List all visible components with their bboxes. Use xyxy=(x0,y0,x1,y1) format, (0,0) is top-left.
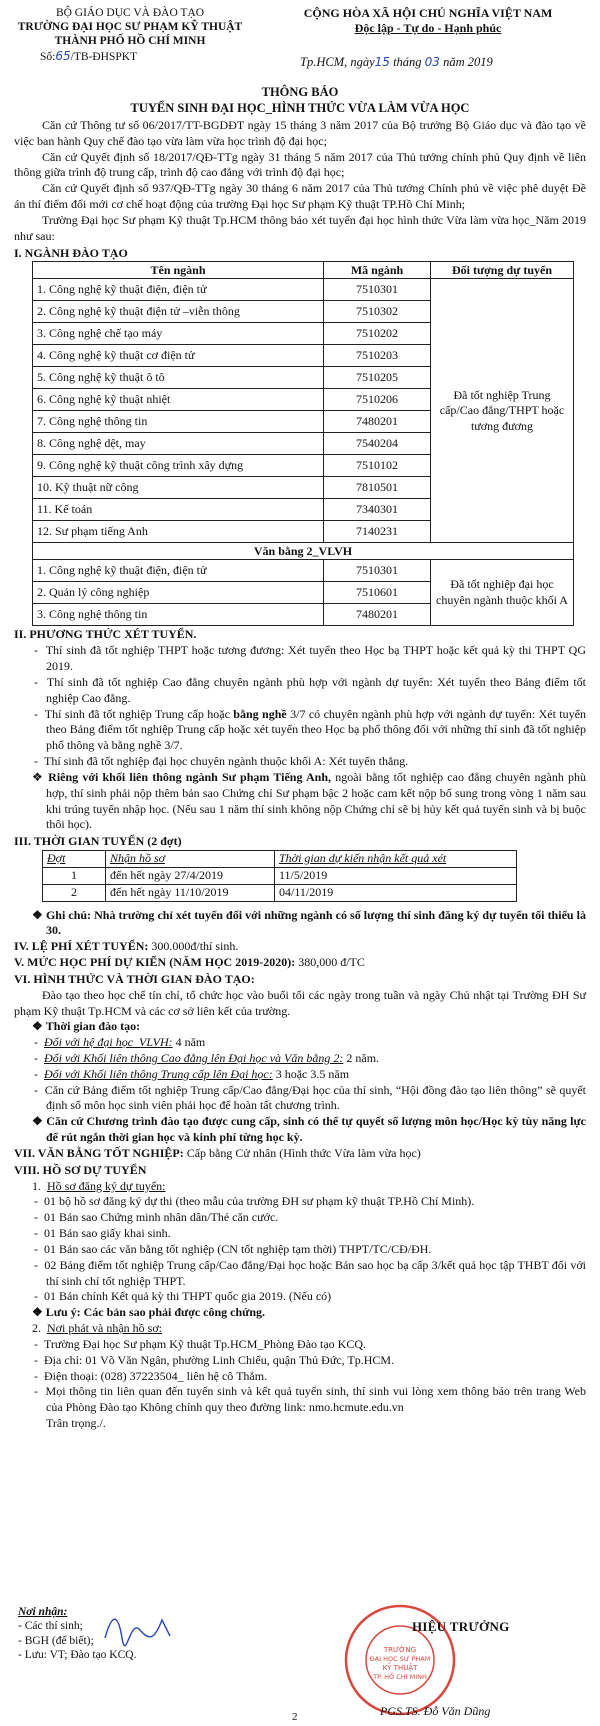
notarize-note-text: Lưu ý: Các bản sao phải được công chứng. xyxy=(45,1305,266,1320)
special-note-bold: Riêng với khối liên thông ngành Sư phạm Tiếng Anh, xyxy=(48,769,332,784)
section-2-heading: II. PHƯƠNG THỨC XÉT TUYỂN. xyxy=(14,627,197,642)
major-name: 2. Công nghệ kỹ thuật điện tử –viễn thông xyxy=(33,301,324,323)
title-line-2: TUYỂN SINH ĐẠI HỌC_HÌNH THỨC VỪA LÀM VỪA HỌC xyxy=(130,101,470,116)
result-date: 11/5/2019 xyxy=(275,867,517,884)
duration-label-3: Đối với Khối liên thông Trung cấp lên Đại học: xyxy=(44,1066,273,1081)
section-8-heading: VIII. HỒ SƠ DỰ TUYỂN xyxy=(14,1162,147,1177)
dossier-subheading-text: Hồ sơ đăng ký dự tuyển: xyxy=(47,1178,166,1193)
major-code: 7140231 xyxy=(324,521,431,543)
arrow-bullet-icon: ❖ xyxy=(32,907,43,922)
major-name: 11. Kế toán xyxy=(33,499,324,521)
recipients-label: Nơi nhận: xyxy=(18,1606,68,1618)
section-3-heading: III. THỜI GIAN TUYỂN (2 đợt) xyxy=(14,834,182,849)
col-target: Đối tượng dự tuyển xyxy=(431,262,574,279)
major-code: 7510102 xyxy=(324,455,431,477)
country-name: CỘNG HÒA XÃ HỘI CHỦ NGHĨA VIỆT NAM xyxy=(303,6,553,20)
recipient-item: - BGH (để biết); xyxy=(18,1634,94,1647)
document-title xyxy=(0,84,600,117)
section-4-heading: IV. LỆ PHÍ XÉT TUYỂN: xyxy=(14,939,149,954)
target-cell-1 xyxy=(431,279,574,543)
svg-text:TP. HỒ CHÍ MINH: TP. HỒ CHÍ MINH xyxy=(373,1673,427,1681)
ministry-name: BỘ GIÁO DỤC VÀ ĐÀO TẠO xyxy=(55,7,205,19)
signature-block xyxy=(0,1600,600,1723)
section-7-heading: VII. VĂN BẰNG TỐT NGHIỆP: xyxy=(14,1145,184,1160)
signature-scribble xyxy=(100,1608,190,1648)
table-row xyxy=(33,279,574,301)
program-note xyxy=(14,1114,586,1146)
major-code: 7510205 xyxy=(324,367,431,389)
dossier-item-text: 01 Bản sao Chứng minh nhân dân/Thẻ căn cước. xyxy=(44,1210,279,1225)
date-prefix: Tp.HCM, ngày xyxy=(300,55,375,69)
doc-number-suffix: /TB-ĐHSPKT xyxy=(70,51,138,64)
table-header-row xyxy=(43,851,517,868)
arrow-bullet-icon: ❖ xyxy=(32,1019,43,1034)
schedule-note xyxy=(14,908,586,940)
major-name: 1. Công nghệ kỹ thuật điện, điện tử xyxy=(33,279,324,301)
section-4 xyxy=(14,939,586,955)
signer-name: PGS.TS. Đỗ Văn Dũng xyxy=(380,1704,491,1718)
notarize-note xyxy=(14,1305,586,1321)
dossier-item: - 01 Bản chính Kết quả kỳ thi THPT quốc gia 2019. (Nếu có) xyxy=(34,1289,332,1304)
special-note-text: ngoài bằng tốt nghiệp cao đẳng chuyên ngành phù hợp, thí sinh phải nộp thêm bản sao Chứng chỉ Sư phạm bậc 2 hoặc cam kết nộp bổ sung trong vòng 1 năm sau khi trúng tuyển nhập học. (Nếu sau 1 năm thí sinh không nộp Chứng chỉ sẽ bị hủy kết quả tuyển sinh và bị buộc thôi học). xyxy=(46,769,587,832)
contact-item-text: Địa chỉ: 01 Võ Văn Ngân, phường Linh Chiểu, quận Thủ Đức, Tp.HCM. xyxy=(44,1352,395,1367)
arrow-bullet-icon: ❖ xyxy=(32,1114,43,1129)
round-number: 1 xyxy=(43,867,106,884)
method-item-3: - Thí sinh đã tốt nghiệp Trung cấp hoặc bằng nghề 3/7 có chuyên ngành phù hợp với ngành dự tuyển: Xét tuyển theo Bảng điểm tốt nghiệp Trung cấp hoặc xét tuyển theo Học bạ phổ thông đối với những thí sinh đã tốt nghiệp phổ thông và bằng nghề 3/7. xyxy=(34,706,586,753)
intro-paragraph-1: Căn cứ Thông tư số 06/2017/TT-BGDĐT ngày 15 tháng 3 năm 2017 của Bộ trưởng Bộ Giáo dục và đào tạo về việc ban hành Quy chế đào tạo vừa làm vừa học trình độ đại học; xyxy=(14,118,586,148)
contact-item: - Địa chỉ: 01 Võ Văn Ngân, phường Linh Chiểu, quận Thủ Đức, Tp.HCM. xyxy=(34,1352,395,1367)
major-code: 7340301 xyxy=(324,499,431,521)
major-name: 3. Công nghệ chế tạo máy xyxy=(33,323,324,345)
svg-text:ĐẠI HỌC SƯ PHẠM: ĐẠI HỌC SƯ PHẠM xyxy=(369,1655,431,1663)
dossier-item-text: 01 bộ hồ sơ đăng ký dự thi (theo mẫu của trường ĐH sư phạm kỹ thuật TP.Hồ Chí Minh). xyxy=(44,1194,475,1209)
dossier-item-text: 02 Bảng điểm tốt nghiệp Trung cấp/Cao đẳng/Đại học hoặc Bản sao học bạ cấp 3/kết quả học tập THBT đối với thí sinh chỉ tốt nghiệp THPT. xyxy=(44,1257,586,1288)
submission-subheading: 2. Nơi phát và nhận hồ sơ: xyxy=(32,1321,163,1336)
major-code: 7480201 xyxy=(324,604,431,626)
dossier-item: - 01 Bản sao giấy khai sinh. xyxy=(34,1226,171,1241)
contact-item: - Điện thoại: (028) 37223504_ liên hệ cô Thắm. xyxy=(34,1368,268,1383)
duration-value-1: 4 năm xyxy=(172,1035,206,1050)
round-number: 2 xyxy=(43,884,106,901)
contact-item: - Mọi thông tin liên quan đến tuyển sinh và kết quả tuyển sinh, thí sinh vui lòng xem thông báo trên trang Web của Phòng Đào tạo Không chính quy theo đường link: nmo.hcmute.edu.vn xyxy=(34,1384,587,1415)
col-result: Thời gian dự kiến nhận kết quả xét xyxy=(275,851,517,868)
contact-item: - Trường Đại học Sư phạm Kỹ thuật Tp.HCM_Phòng Đào tạo KCQ. xyxy=(34,1336,367,1351)
major-code: 7510301 xyxy=(324,279,431,301)
contact-item-text: Điện thoại: (028) 37223504_ liên hệ cô Thắm. xyxy=(44,1368,268,1383)
issuer-block xyxy=(10,6,250,64)
intro-paragraph-3: Căn cứ Quyết định số 937/QĐ-TTg ngày 30 tháng 6 năm 2017 của Thủ tướng Chính phủ về việc phê duyệt Đề án thí điểm đổi mới cơ chế hoạt động của trường Đại học Sư phạm Kỹ thuật TP.Hồ Chí Minh; xyxy=(14,181,586,212)
submission-subheading-text: Nơi phát và nhận hồ sơ: xyxy=(47,1321,163,1336)
group-row xyxy=(33,543,574,560)
col-major-name: Tên ngành xyxy=(33,262,324,279)
signer-title: HIỆU TRƯỞNG xyxy=(412,1619,510,1634)
duration-value-2: 2 năm. xyxy=(343,1050,380,1065)
target-text-1: Đã tốt nghiệp Trung cấp/Cao đẳng/THPT hoặc tương đương xyxy=(439,387,565,433)
document-header xyxy=(0,6,600,70)
dossier-item-text: 01 Bản sao giấy khai sinh. xyxy=(44,1226,171,1241)
recipient-item: - Lưu: VT; Đào tạo KCQ. xyxy=(18,1649,137,1662)
major-code: 7510601 xyxy=(324,582,431,604)
tuition-fee: 380,000 đ/TC xyxy=(295,955,365,970)
closing-text: Trân trọng./. xyxy=(46,1416,106,1431)
method-text-3b: bằng nghề xyxy=(233,706,287,721)
method-text-3c: 3/7 có chuyên ngành phù hợp với ngành dự tuyển: Xét tuyển theo Bảng điểm tốt nghiệp Trung cấp hoặc xét tuyển theo Học bạ phổ thông đối với những thí sinh đã tốt nghiệp phổ thông và bằng nghề 3/7. xyxy=(46,706,586,753)
table-header-row xyxy=(33,262,574,279)
major-code: 7810501 xyxy=(324,477,431,499)
issue-date xyxy=(300,54,493,71)
duration-item-3: - Đối với Khối liên thông Trung cấp lên Đại học: 3 hoặc 3.5 năm xyxy=(34,1066,350,1081)
dossier-item: - 01 bộ hồ sơ đăng ký dự thi (theo mẫu của trường ĐH sư phạm kỹ thuật TP.Hồ Chí Minh). xyxy=(34,1194,475,1209)
training-format-paragraph: Đào tạo theo học chế tín chỉ, tổ chức học vào buổi tối các ngày trong tuần và ngày Chủ nhật tại Trường ĐH Sư phạm Kỹ thuật Tp.HCM và các cơ sở liên kết của trường. xyxy=(14,987,586,1018)
duration-label-1: Đối với hệ đại học_VLVH: xyxy=(44,1035,173,1050)
document-body xyxy=(14,118,586,1432)
date-month: 03 xyxy=(424,55,440,69)
contact-item-text: Trường Đại học Sư phạm Kỹ thuật Tp.HCM_Phòng Đào tạo KCQ. xyxy=(44,1336,367,1351)
col-major-code: Mã ngành xyxy=(324,262,431,279)
duration-label-2: Đối với Khối liên thông Cao đẳng lên Đại học và Văn bằng 2: xyxy=(44,1050,344,1065)
receive-deadline: đến hết ngày 11/10/2019 xyxy=(106,884,275,901)
duration-item-2: - Đối với Khối liên thông Cao đẳng lên Đại học và Văn bằng 2: 2 năm. xyxy=(34,1050,380,1065)
motto-text: Độc lập - Tự do - Hạnh phúc xyxy=(354,21,502,35)
dossier-item: - 02 Bảng điểm tốt nghiệp Trung cấp/Cao đẳng/Đại học hoặc Bản sao học bạ cấp 3/kết quả học tập THBT đối với thí sinh chỉ tốt nghiệp THPT. xyxy=(34,1257,586,1288)
motto xyxy=(258,21,598,36)
arrow-bullet-icon: ❖ xyxy=(32,1305,43,1320)
application-fee: 300.000đ/thí sinh. xyxy=(148,939,239,954)
date-month-label: tháng xyxy=(393,55,422,69)
major-code: 7510202 xyxy=(324,323,431,345)
table-row xyxy=(43,867,517,884)
contact-item-text: Mọi thông tin liên quan đến tuyển sinh và kết quả tuyển sinh, thí sinh vui lòng xem thông báo trên trang Web của Phòng Đào tạo Không chính quy theo đường link: nmo.hcmute.edu.vn xyxy=(45,1384,587,1415)
degree-value: Cấp bằng Cử nhân (Hình thức Vừa làm vừa học) xyxy=(183,1145,421,1160)
duration-item-4: - Căn cứ Bảng điểm tốt nghiệp Trung cấp/Cao đẳng/Đại học của thí sinh, “Hội đồng đào tạo liên thông” sẽ quyết định số môn học sinh viên phải học để hoàn tất chương trình. xyxy=(34,1082,586,1113)
date-year: năm 2019 xyxy=(443,55,493,69)
dossier-item: - 01 Bản sao các văn bằng tốt nghiệp (CN tốt nghiệp tạm thời) THPT/TC/CĐ/ĐH. xyxy=(34,1241,432,1256)
section-6-heading: VI. HÌNH THỨC VÀ THỜI GIAN ĐÀO TẠO: xyxy=(14,971,255,986)
major-name: 10. Kỹ thuật nữ công xyxy=(33,477,324,499)
schedule-note-text: Ghi chú: Nhà trường chỉ xét tuyển đối với những ngành có số lượng thí sinh đăng ký dự tuyển tối thiểu là 30. xyxy=(45,907,586,938)
svg-text:KỸ THUẬT: KỸ THUẬT xyxy=(382,1664,418,1672)
title-line-1: THÔNG BÁO xyxy=(261,85,339,99)
method-item-4: - Thí sinh đã tốt nghiệp đại học chuyên ngành thuộc khối A: Xét tuyển thẳng. xyxy=(34,754,409,769)
university-city: THÀNH PHỐ HỒ CHÍ MINH xyxy=(54,35,206,48)
target-text-2: Đã tốt nghiệp đại học chuyên ngành thuộc khối A xyxy=(436,577,568,607)
result-date: 04/11/2019 xyxy=(275,884,517,901)
col-dot: Đợt xyxy=(43,851,106,868)
section-7 xyxy=(14,1146,586,1162)
intro-paragraph-4: Trường Đại học Sư phạm Kỹ thuật Tp.HCM thông báo xét tuyển đại học hình thức Vừa làm vừa học_Năm 2019 như sau: xyxy=(14,212,586,243)
method-text-2: Thí sinh đã tốt nghiệp Cao đẳng chuyên ngành phù hợp với ngành dự tuyển: Xét tuyển theo Bảng điểm tốt nghiệp Cao đẳng. xyxy=(46,674,586,705)
university-name: TRƯỜNG ĐẠI HỌC SƯ PHẠM KỸ THUẬT xyxy=(17,21,243,34)
major-name: 12. Sư phạm tiếng Anh xyxy=(33,521,324,543)
major-code: 7540204 xyxy=(324,433,431,455)
major-name: 1. Công nghệ kỹ thuật điện, điện tử xyxy=(33,560,324,582)
major-name: 6. Công nghệ kỹ thuật nhiệt xyxy=(33,389,324,411)
col-receive: Nhận hồ sơ xyxy=(106,851,275,868)
receive-deadline: đến hết ngày 27/4/2019 xyxy=(106,867,275,884)
duration-value-3: 3 hoặc 3.5 năm xyxy=(272,1066,350,1081)
duration-text-4: Căn cứ Bảng điểm tốt nghiệp Trung cấp/Cao đẳng/Đại học của thí sinh, “Hội đồng đào tạo liên thông” sẽ quyết định số môn học sinh viên phải học để hoàn tất chương trình. xyxy=(44,1082,586,1113)
method-text-1: Thí sinh đã tốt nghiệp THPT hoặc tương đương: Xét tuyển theo Học bạ THPT hoặc kết quả kỳ thi THPT QG 2019. xyxy=(45,643,586,674)
table-row xyxy=(33,560,574,582)
table-row xyxy=(43,884,517,901)
major-name: 4. Công nghệ kỹ thuật cơ điện tử xyxy=(33,345,324,367)
target-cell-2 xyxy=(431,560,574,626)
major-name: 8. Công nghệ dệt, may xyxy=(33,433,324,455)
special-note xyxy=(14,770,586,833)
major-code: 7480201 xyxy=(324,411,431,433)
svg-text:TRƯỜNG: TRƯỜNG xyxy=(383,1646,417,1654)
majors-table xyxy=(32,261,574,626)
section-1-heading: I. NGÀNH ĐÀO TẠO xyxy=(14,245,128,260)
program-note-text: Căn cứ Chương trình đào tạo được cung cấp, sinh có thể tự quyết số lượng môn học/Học kỳ tùy năng lực để rút ngắn thời gian học và kinh phí từng học kỳ. xyxy=(46,1114,586,1145)
national-motto xyxy=(258,6,598,36)
recipient-item: - Các thí sinh; xyxy=(18,1620,83,1633)
page-number: 2 xyxy=(292,1711,298,1723)
method-text-3a: Thí sinh đã tốt nghiệp Trung cấp hoặc xyxy=(44,706,234,721)
training-time-label xyxy=(14,1019,586,1035)
document-number xyxy=(10,49,250,64)
section-5-heading: V. MỨC HỌC PHÍ DỰ KIẾN (NĂM HỌC 2019-2020): xyxy=(14,955,296,970)
arrow-bullet-icon: ❖ xyxy=(32,769,44,784)
duration-item-1: - Đối với hệ đại học_VLVH: 4 năm xyxy=(34,1035,206,1050)
dossier-subheading: 1. Hồ sơ đăng ký dự tuyển: xyxy=(32,1178,166,1193)
method-item-1: - Thí sinh đã tốt nghiệp THPT hoặc tương đương: Xét tuyển theo Học bạ THPT hoặc kết quả kỳ thi THPT QG 2019. xyxy=(34,643,586,674)
major-code: 7510302 xyxy=(324,301,431,323)
dossier-item: - 01 Bản sao Chứng minh nhân dân/Thẻ căn cước. xyxy=(34,1210,279,1225)
major-name: 3. Công nghệ thông tin xyxy=(33,604,324,626)
date-day: 15 xyxy=(374,55,390,69)
major-code: 7510301 xyxy=(324,560,431,582)
method-item-2: - Thí sinh đã tốt nghiệp Cao đẳng chuyên ngành phù hợp với ngành dự tuyển: Xét tuyển theo Bảng điểm tốt nghiệp Cao đẳng. xyxy=(34,674,586,705)
major-name: 9. Công nghệ kỹ thuật công trình xây dựng xyxy=(33,455,324,477)
training-time-label-text: Thời gian đào tạo: xyxy=(45,1019,141,1034)
method-text-4: Thí sinh đã tốt nghiệp đại học chuyên ngành thuộc khối A: Xét tuyển thẳng. xyxy=(44,754,409,769)
major-name: 5. Công nghệ kỹ thuật ô tô xyxy=(33,367,324,389)
section-5 xyxy=(14,955,586,971)
major-code: 7510206 xyxy=(324,389,431,411)
doc-number-handwritten: 65 xyxy=(55,49,71,64)
schedule-table xyxy=(42,850,517,901)
major-code: 7510203 xyxy=(324,345,431,367)
intro-paragraph-2: Căn cứ Quyết định số 18/2017/QĐ-TTg ngày 31 tháng 5 năm 2017 của Thủ tướng chính phủ Quy định về liên thông giữa trình độ trung cấp, trình độ cao đẳng với trình độ đại học; xyxy=(14,149,586,180)
doc-number-label: Số: xyxy=(40,51,56,64)
major-name: 7. Công nghệ thông tin xyxy=(33,411,324,433)
dossier-item-text: 01 Bản sao các văn bằng tốt nghiệp (CN tốt nghiệp tạm thời) THPT/TC/CĐ/ĐH. xyxy=(44,1241,432,1256)
second-degree-group-label: Văn bằng 2_VLVH xyxy=(33,543,574,560)
major-name: 2. Quản lý công nghiệp xyxy=(33,582,324,604)
dossier-item-text: 01 Bản chính Kết quả kỳ thi THPT quốc gia 2019. (Nếu có) xyxy=(44,1289,332,1304)
